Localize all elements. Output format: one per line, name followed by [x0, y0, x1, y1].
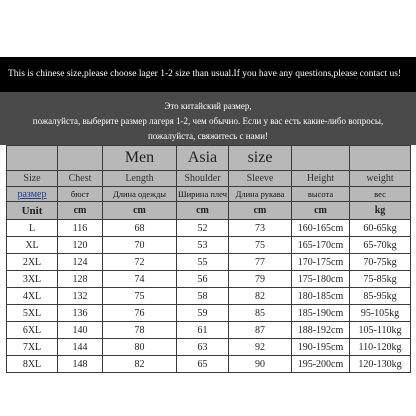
- table-row-cell: 76: [103, 305, 177, 322]
- table-row-cell: 90: [229, 356, 292, 373]
- table-row-cell: 82: [103, 356, 177, 373]
- table-row-cell: 132: [58, 288, 103, 305]
- table-row-cell: 2XL: [7, 254, 58, 271]
- table-row-cell: 65: [177, 356, 229, 373]
- table-row-cell: 92: [229, 339, 292, 356]
- table-row-cell: 8XL: [7, 356, 58, 373]
- table-row-cell: L: [7, 220, 58, 237]
- notice-russian-line: пожалуйста, свяжитесь с нами!: [147, 131, 269, 141]
- table-row-cell: 180-185cm: [292, 288, 350, 305]
- table-row-cell: 78: [103, 322, 177, 339]
- russian-header-row-cell: Длина рукава: [229, 187, 292, 202]
- header-row-cell: Height: [292, 171, 350, 187]
- table-row-cell: 144: [58, 339, 103, 356]
- table-row: [7, 220, 411, 237]
- table-row-cell: XL: [7, 237, 58, 254]
- table-row-cell: 128: [58, 271, 103, 288]
- table-row-cell: 58: [177, 288, 229, 305]
- table-row-cell: 3XL: [7, 271, 58, 288]
- title-row-cell: [350, 146, 411, 171]
- table-row-cell: 80: [103, 339, 177, 356]
- table-row-cell: 148: [58, 356, 103, 373]
- title-row-cell: Men: [103, 146, 177, 171]
- table-row: [7, 288, 411, 305]
- table-row-cell: 53: [177, 237, 229, 254]
- table-row-cell: 110-120kg: [350, 339, 411, 356]
- table-row-cell: 175-180cm: [292, 271, 350, 288]
- table-row-cell: 63: [177, 339, 229, 356]
- notice-english: This is chinese size,please choose lager 1-2 size than usual.If you have any questions,please contact us!: [0, 57, 416, 92]
- table-row-cell: 56: [177, 271, 229, 288]
- table-row-cell: 136: [58, 305, 103, 322]
- unit-row-cell: cm: [177, 202, 229, 220]
- table-row-cell: 79: [229, 271, 292, 288]
- table-row: [7, 356, 411, 373]
- table-row-cell: 170-175cm: [292, 254, 350, 271]
- table-row-cell: 52: [177, 220, 229, 237]
- unit-row-cell: cm: [103, 202, 177, 220]
- table-row-cell: 124: [58, 254, 103, 271]
- table-row-cell: 77: [229, 254, 292, 271]
- russian-header-row-cell: бюст: [58, 187, 103, 202]
- table-row-cell: 73: [229, 220, 292, 237]
- table-row-cell: 165-170cm: [292, 237, 350, 254]
- table-row-cell: 195-200cm: [292, 356, 350, 373]
- notice-russian-line: Это китайский размер,: [164, 101, 252, 111]
- table-row-cell: 120: [58, 237, 103, 254]
- header-row: [7, 171, 411, 187]
- table-row-cell: 190-195cm: [292, 339, 350, 356]
- table-row-cell: 70: [103, 237, 177, 254]
- table-row-cell: 85-95kg: [350, 288, 411, 305]
- title-row-cell: [292, 146, 350, 171]
- table-row-cell: 61: [177, 322, 229, 339]
- table-row-cell: 5XL: [7, 305, 58, 322]
- table-row-cell: 65-70kg: [350, 237, 411, 254]
- table-row-cell: 160-165cm: [292, 220, 350, 237]
- header-row-cell: Chest: [58, 171, 103, 187]
- title-row: [7, 146, 411, 171]
- title-row-cell: [7, 146, 58, 171]
- table-row-cell: 85: [229, 305, 292, 322]
- unit-row-cell: cm: [58, 202, 103, 220]
- table-row-cell: 75: [103, 288, 177, 305]
- table-row: [7, 339, 411, 356]
- table-row-cell: 82: [229, 288, 292, 305]
- title-row-cell: [58, 146, 103, 171]
- unit-row-cell: cm: [229, 202, 292, 220]
- russian-header-row-cell: вес: [350, 187, 411, 202]
- table-row-cell: 75-85kg: [350, 271, 411, 288]
- header-row-cell: Length: [103, 171, 177, 187]
- table-row-cell: 120-130kg: [350, 356, 411, 373]
- table-row: [7, 322, 411, 339]
- table-row-cell: 95-105kg: [350, 305, 411, 322]
- table-row: [7, 305, 411, 322]
- table-row-cell: 55: [177, 254, 229, 271]
- unit-row-cell: cm: [292, 202, 350, 220]
- table-row-cell: 68: [103, 220, 177, 237]
- table-row: [7, 237, 411, 254]
- table-row-cell: 59: [177, 305, 229, 322]
- table-row: [7, 271, 411, 288]
- table-row-cell: 7XL: [7, 339, 58, 356]
- table-row-cell: 70-75kg: [350, 254, 411, 271]
- table-row-cell: 87: [229, 322, 292, 339]
- title-row-cell: size: [229, 146, 292, 171]
- table-row-cell: 72: [103, 254, 177, 271]
- notice-russian-line: пожалуйста, выберите размер лагеря 1-2, чем обычно. Если у вас есть какие-либо вопросы,: [32, 116, 384, 126]
- header-row-cell: Sleeve: [229, 171, 292, 187]
- table-row-cell: 4XL: [7, 288, 58, 305]
- table-row-cell: 6XL: [7, 322, 58, 339]
- table-row-cell: 140: [58, 322, 103, 339]
- table-row-cell: 74: [103, 271, 177, 288]
- russian-header-row-cell: высота: [292, 187, 350, 202]
- table-row-cell: 185-190cm: [292, 305, 350, 322]
- unit-row: [7, 202, 411, 220]
- header-row-cell: weight: [350, 171, 411, 187]
- table-row-cell: 105-110kg: [350, 322, 411, 339]
- header-row-cell: Size: [7, 171, 58, 187]
- table-row-cell: 116: [58, 220, 103, 237]
- header-row-cell: Shoulder: [177, 171, 229, 187]
- title-row-cell: Asia: [177, 146, 229, 171]
- unit-row-cell: kg: [350, 202, 411, 220]
- russian-header-row-cell: Длина одежды: [103, 187, 177, 202]
- table-row-cell: 188-192cm: [292, 322, 350, 339]
- russian-header-row-cell: Ширина плеч: [177, 187, 229, 202]
- table-row-cell: 75: [229, 237, 292, 254]
- unit-row-cell: Unit: [7, 202, 58, 220]
- table-row: [7, 254, 411, 271]
- notice-russian: [0, 92, 416, 145]
- table-row-cell: 60-65kg: [350, 220, 411, 237]
- russian-header-row-cell: размер: [7, 187, 58, 202]
- russian-header-row: [7, 187, 411, 202]
- size-table: [6, 145, 411, 373]
